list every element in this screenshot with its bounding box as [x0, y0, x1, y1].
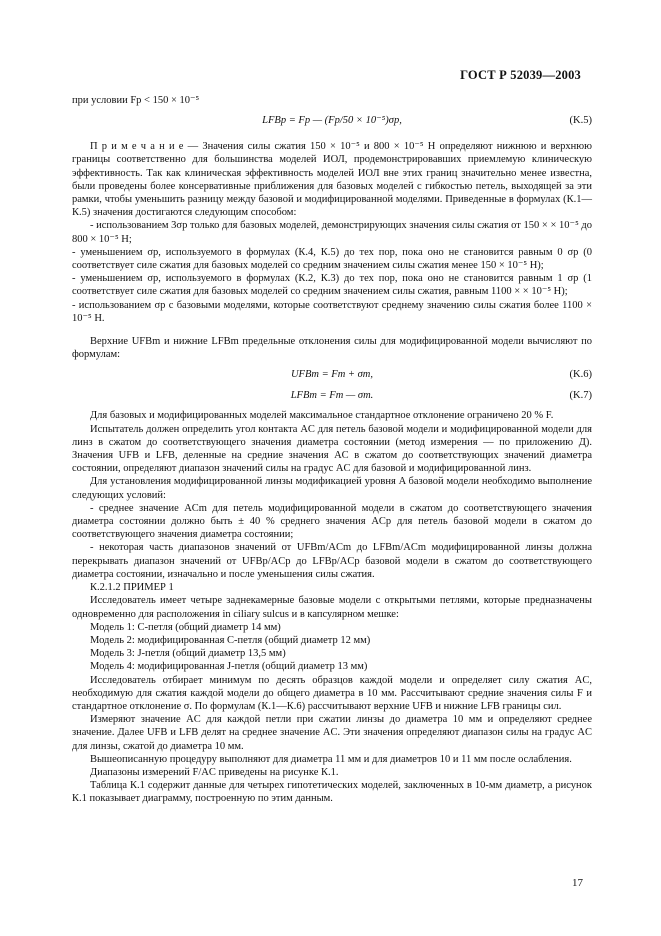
model-item: Модель 2: модифицированная C-петля (общий диаметр 12 мм) — [90, 634, 371, 646]
equation-k7-formula: LFBm = Fm — σm. — [290, 390, 374, 402]
condition-line: при условии Fp < 150 × 10⁻⁵ — [72, 95, 200, 106]
condition-item: - среднее значение ACm для петель модифицированной модели в сжатом до соответствующего значения диаметра состоянии должно быть ± 40 % среднего значения ACp для петель базовой модели в сжатом до соответствующего значения диаметра состоянии; — [72, 502, 592, 541]
bullet-item: - уменьшением σp, используемого в формулах (К.2, К.3) до тех пор, пока оно не становится равным 1 σp (1 соответствует силе сжатия для базовых моделей со средним значением силы сжатия, равным 1100 × × 10⁻⁵ H); — [72, 273, 592, 298]
equation-k6 — [72, 368, 592, 382]
equation-k7 — [72, 389, 592, 403]
tester-paragraph: Испытатель должен определить угол контакта AC для петель базовой модели и модифицированной модели для линз в сжатом до соответствующего значения диаметра состоянии (метод измерения — по приложению Д). Значения UFB и LFB, деленные на средние значения AC в сжатом до соответствующих значений диаметра состоянии, определяют диапазон значений силы на градус AC для базовой и модифицированной линз. — [72, 423, 592, 475]
example-intro: Исследователь имеет четыре заднекамерные базовые модели с открытыми петлями, которые предназначены одновременно для расположения in ciliary sulcus и в капсулярном мешке: — [72, 595, 592, 620]
repeat-paragraph: Вышеописанную процедуру выполняют для диаметра 11 мм и для диаметров 10 и 11 мм после ослабления. — [90, 753, 572, 765]
condition-item: - некоторая часть диапазонов значений от UFBm/ACm до LFBm/ACm модифицированной линзы должна перекрывать диапазон значений от UFBp/ACp до LFBp/ACp базовой модели в сжатом до соответствующего диаметра состоянии, изначально и после уменьшения силы сжатия. — [72, 542, 592, 580]
bullet-item: - использованием 3σp только для базовых моделей, демонстрирующих значения силы сжатия от 150 × × 10⁻⁵ до 800 × 10⁻⁵ H; — [72, 220, 592, 245]
establish-paragraph: Для установления модифицированной линзы модификацией уровня A базовой модели необходимо выполнение следующих условий: — [72, 476, 592, 501]
standard-header: ГОСТ Р 52039—2003 — [460, 68, 581, 82]
bullet-item: - уменьшением σp, используемого в формулах (К.4, К.5) до тех пор, пока оно не становится равным 0 σp (0 соответствует силе сжатия для базовых моделей со средним значением силы сжатия менее 150 × 10⁻⁵ H); — [72, 246, 592, 272]
ranges-paragraph: Диапазоны измерений F/AC приведены на рисунке К.1. — [90, 766, 339, 778]
bullet-item: - использованием σp с базовыми моделями, которые соответствуют среднему значению силы сжатия более 1100 × 10⁻⁵ H. — [72, 299, 592, 324]
table-ref-paragraph: Таблица К.1 содержит данные для четырех гипотетических моделей, заключенных в 10-мм диаметр, а рисунок К.1 показывает диаграмму, построенную по этим данным. — [72, 780, 592, 805]
equation-k5-number: (K.5) — [569, 115, 592, 127]
model-item: Модель 3: J-петля (общий диаметр 13,5 мм) — [90, 648, 286, 660]
model-item: Модель 4: модифицированная J-петля (общий диаметр 13 мм) — [90, 661, 368, 673]
std-limit-paragraph: Для базовых и модифицированных моделей максимальное стандартное отклонение ограничено 20 % F. — [90, 410, 554, 422]
page-number: 17 — [572, 877, 583, 889]
upper-lower-paragraph: Верхние UFBm и нижние LFBm предельные отклонения силы для модифицированной модели вычисляют по формулам: — [72, 336, 592, 361]
measure-paragraph: Измеряют значение AC для каждой петли при сжатии линзы до диаметра 10 мм и определяют среднее значение. Далее UFB и LFB делят на среднее значение AC. Эти значения определяют диапазон силы на градус AC для линзы, сжатой до диаметра 10 мм. — [72, 714, 592, 752]
note-paragraph: П р и м е ч а н и е — Значения силы сжатия 150 × 10⁻⁵ и 800 × 10⁻⁵ H определяют нижнюю и верхнюю границы соответственно для большинства моделей ИОЛ, продемонстрировавших приемлемую клиническую эффективность. Так как клиническая эффективность моделей ИОЛ вне этих границ значительно менее известна, были проведены более консервативные приближения для базовых моделей с гибкостью петель, выходящей за эти рамки, чтобы уменьшить разницу между базовой и модифицированной моделями. Приведенные в формулах (К.1—К.5) значения достигаются следующим способом: — [72, 141, 592, 219]
select-paragraph: Исследователь отбирает минимум по десять образцов каждой модели и определяет силу сжатия AC, необходимую для сжатия каждой модели до общего диаметра в 10 мм. Рассчитывают средние значения силы F и стандартное отклонение σ. По формулам (К.1—К.6) рассчитывают верхние UFB и нижние LFB границы сил. — [72, 674, 592, 712]
equation-k5-formula: LFBp = Fp — (Fp/50 × 10⁻⁵)σp, — [262, 115, 402, 127]
equation-k5 — [72, 114, 592, 128]
equation-k6-formula: UFBm = Fm + σm, — [290, 369, 374, 381]
model-item: Модель 1: C-петля (общий диаметр 14 мм) — [90, 621, 281, 633]
equation-k7-number: (K.7) — [569, 390, 592, 402]
page-body — [72, 94, 592, 806]
equation-k6-number: (K.6) — [569, 369, 592, 381]
example-title: К.2.1.2 ПРИМЕР 1 — [90, 582, 174, 594]
